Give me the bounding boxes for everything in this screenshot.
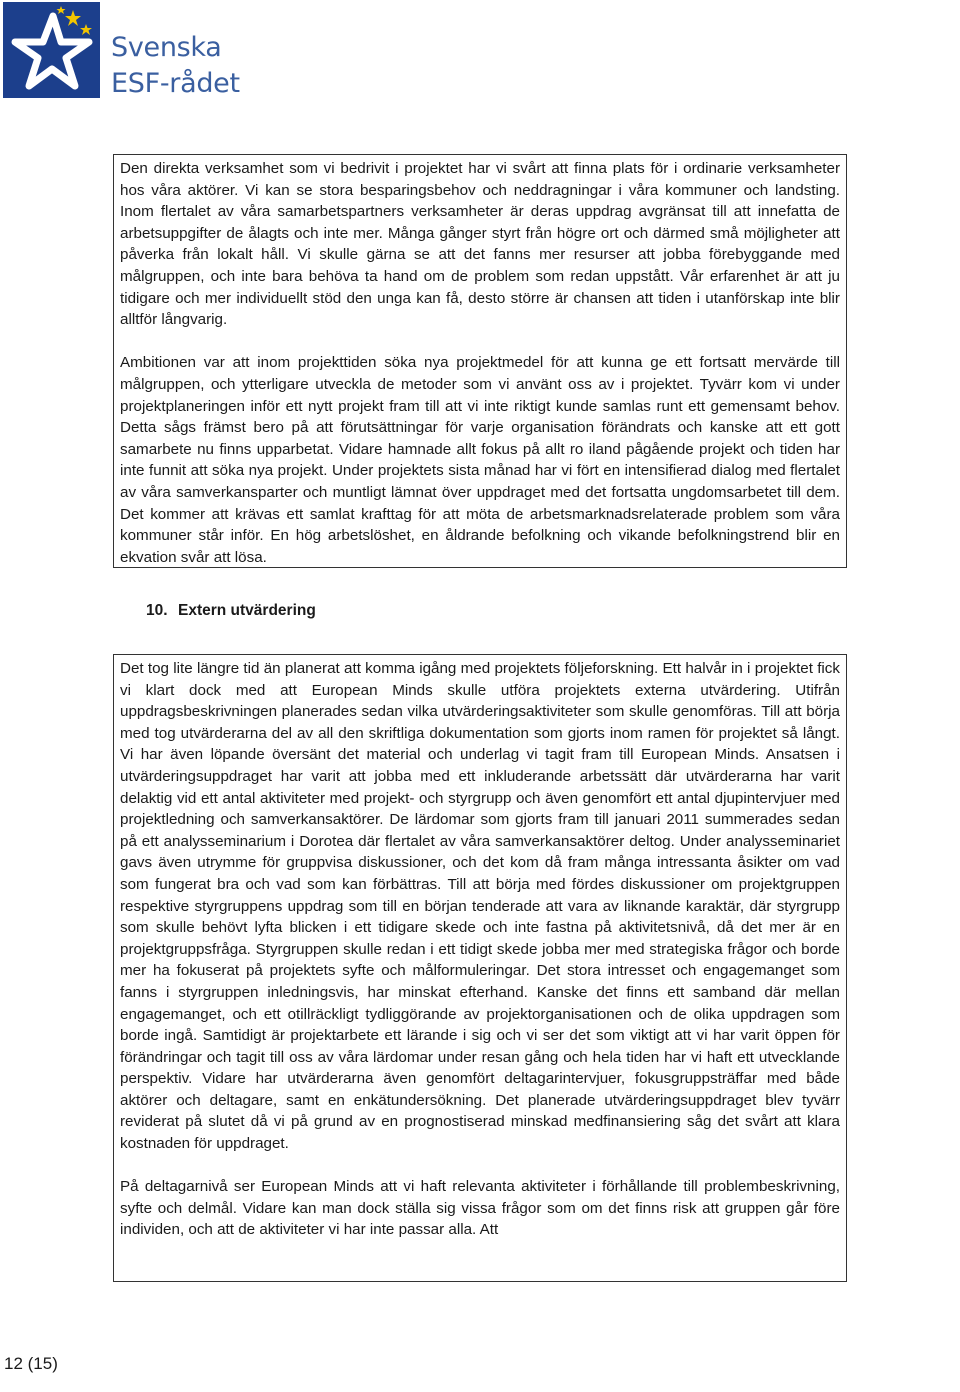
- paragraph: Det tog lite längre tid än planerat att komma igång med projektets följeforskning. Ett halvår in i projektet fick vi klart dock med att European Minds skulle utföra projektets externa utvärdering. Utifrån uppdragsbeskrivningen planerades sedan vilka utvärderingsaktiviteter som skulle genomföras. Till att börja med tog utvärderarna del av all den skriftliga dokumentation som gjorts inom ramen för projektet så långt. Vi har även löpande översänt det material och underlag vi tagit fram till European Minds. Ansatsen i utvärderingsuppdraget har varit att jobba med ett inkluderande arbetssätt där utvärderarna har varit delaktig vid ett antal aktiviteter med projekt- och styrgrupp och även genomfört ett antal djupintervjuer med projektledning och samverkansaktörer. De lärdomar som gjorts fram till januari 2011 summerades sedan på ett analysseminarium i Dorotea där flertalet av våra samverkansaktörer deltog. Under analysseminariet gavs även utrymme för gruppvisa diskussioner, och det kom då fram många intressanta åsikter om vad som fungerat bra och vad som kan förbättras. Till att börja med fördes diskussioner om projektgruppen respektive styrgruppens uppdrag som till en början tenderade att vara av liknande karaktär, där styrgrupp som skulle behövt lyfta blicken i ett tidigare skede och inte fastna på aktivitetsnivå, då det mer är en projektgruppsfråga. Styrgruppen skulle redan i ett tidigt skede jobba mer med strategiska frågor och borde mer ha fokuserat på projektets syfte och målformuleringar. Det stora intresset och engagemanget som fanns i styrgruppen inledningsvis, har minskat efterhand. Kanske det finns ett samband där mellan engagemanget, och ett otillräckligt tydliggörande av projektorganisationen och de olika uppdragen som borde ingå. Samtidigt är projektarbete ett lärande i sig och vi ser det som viktigt att vi har varit öppen för förändringar och tagit till oss av våra lärdomar under resan gång och hela tiden har vi haft ett utvecklande perspektiv. Vidare har utvärderarna även genomfört deltagarintervjuer, fokusgruppsträffar med både aktörer och deltagare, samt en enkätundersökning. Det planerade utvärderingsuppdraget blev tyvärr reviderat på slutet då vi på grund av en prognostiserad minskad medfinansiering såg det svårt att klara kostnaden för uppdraget.: [120, 660, 840, 1153]
- section-heading: [146, 600, 316, 622]
- text-box-1: [113, 154, 847, 568]
- section-title: Extern utvärdering: [178, 602, 316, 619]
- logo-line-1: Svenska: [111, 32, 222, 63]
- paragraph: Den direkta verksamhet som vi bedrivit i projektet har vi svårt att finna plats för i ordinarie verksamheter hos våra aktörer. Vi kan se stora besparingsbehov och neddragningar i våra kommuner och landsting. Inom flertalet av våra samarbetspartners verksamheter är deras uppdrag avgränsat till att innefatta de arbetsuppgifter de ålagts och inte mer. Många gånger styrt från högre ort och därmed små möjligheter att påverka från lokalt håll. Vi skulle gärna se att det fanns mer resurser att jobba förebyggande med målgruppen, och inte bara behöva ta hand om de problem som redan uppstått. Vår erfarenhet är att ju tidigare och mer individuellt stöd den unga kan få, desto större är chansen att tiden i utanförskap inte blir alltför långvarig.: [120, 160, 840, 329]
- star-icon: [3, 2, 100, 98]
- section-number: 10.: [146, 602, 168, 619]
- paragraph: Ambitionen var att inom projekttiden söka nya projektmedel för att kunna ge ett fortsatt mervärde till målgruppen, och ytterligare utveckla de metoder som vi använt oss av i projektet. Tyvärr kom vi under projektplaneringen inför ett nytt projekt fram till att vi inte riktigt kunde samlas runt ett gemensamt behov. Detta sågs främst bero på att förutsättningar för varje organisation förändrats och kanske att ett gott samarbete nu finns upparbetat. Vidare hamnade allt fokus på allt ro iland pågående projekt och tiden har inte funnit att söka nya projekt. Under projektets sista månad har vi fört en intensifierad dialog med flertalet av våra samverkansparter och muntligt lämnat över uppdraget med det fortsatta ungdomsarbetet till dem. Det kommer att krävas ett samlat krafttag för att möta de arbetsmarknadsrelaterade problem som våra kommuner står inför. En hög arbetslöshet, en åldrande befolkning och vikande befolkningstrend blir en ekvation svår att lösa.: [120, 354, 840, 566]
- page-number: 12 (15): [4, 1354, 58, 1373]
- esf-logo: [3, 2, 243, 100]
- logo-wordmark: [111, 30, 240, 102]
- logo-line-2: ESF-rådet: [111, 68, 240, 99]
- logo-emblem: [3, 2, 100, 98]
- text-box-2: [113, 654, 847, 1282]
- paragraph: På deltagarnivå ser European Minds att vi haft relevanta aktiviteter i förhållande till problembeskrivning, syfte och delmål. Vidare kan man dock ställa sig vissa frågor som om det finns risk att gruppen går före individen, och att de aktiviteter vi har inte passar alla. Att: [120, 1178, 840, 1239]
